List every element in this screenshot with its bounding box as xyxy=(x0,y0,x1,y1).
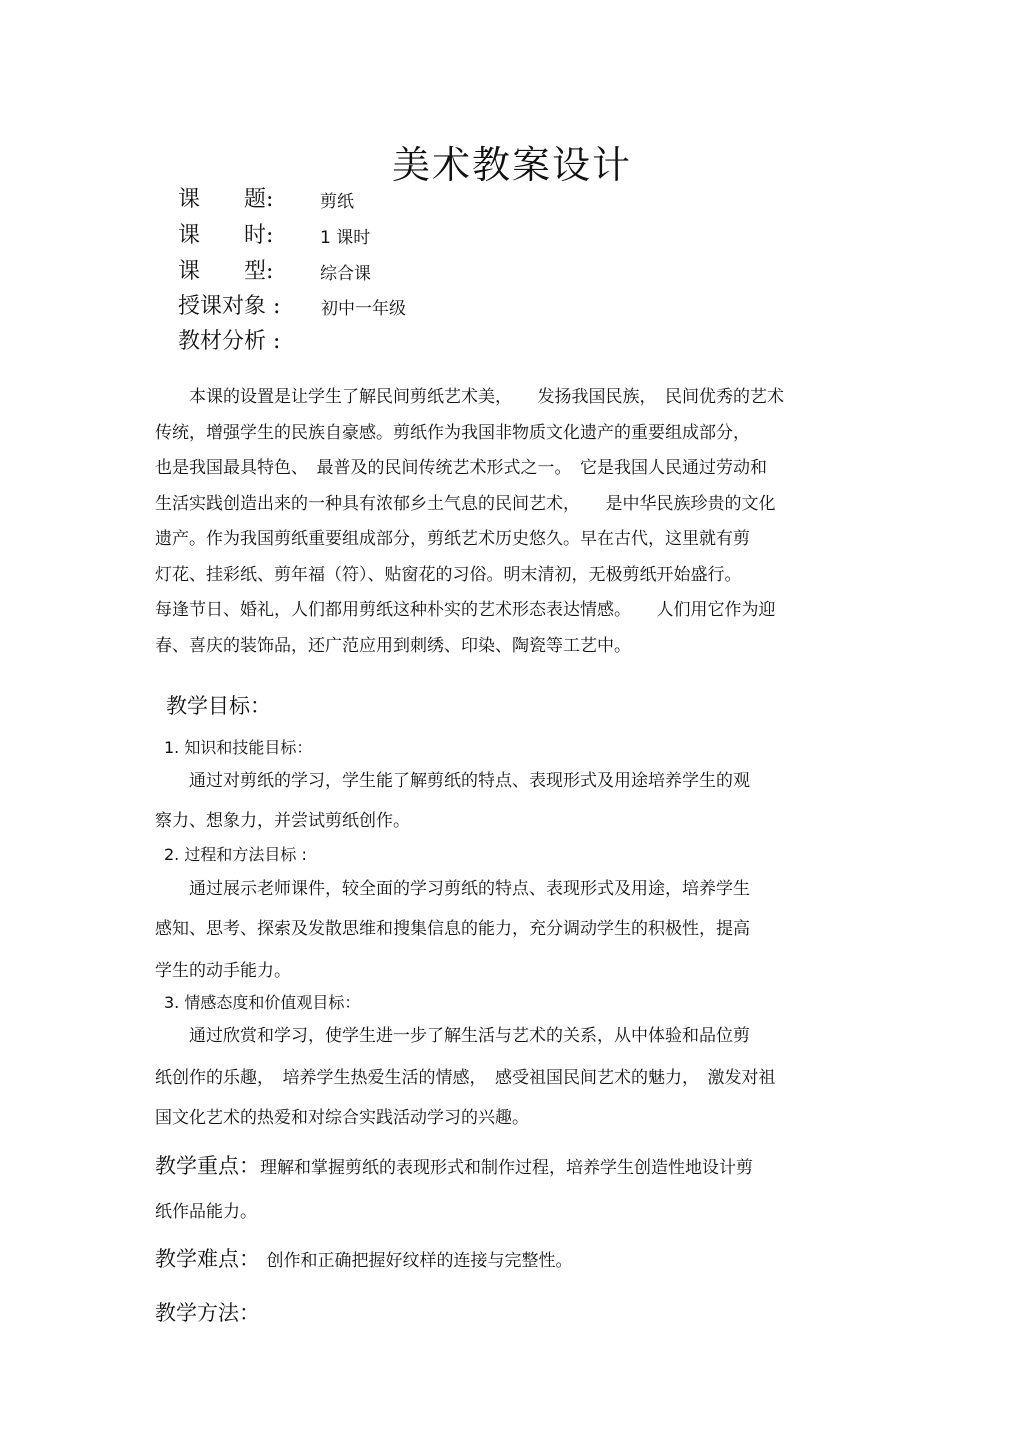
meta-label: 课 型: xyxy=(178,259,274,284)
meta-value: 剪纸 xyxy=(320,192,354,212)
objective-line: 通过展示老师课件，较全面的学习剪纸的特点、表现形式及用途，培养学生 xyxy=(155,879,750,899)
paragraph-line: 遗产。作为我国剪纸重要组成部分，剪纸艺术历史悠久。早在古代，这里就有剪 xyxy=(155,529,750,549)
paragraph-line: 生活实践创造出来的一种具有浓郁乡土气息的民间艺术， 是中华民族珍贵的文化 xyxy=(155,493,776,514)
objective-label: 2. 过程和方法目标 : xyxy=(164,845,307,864)
meta-value: 综合课 xyxy=(320,264,371,284)
objective-line: 通过欣赏和学习，使学生进一步了解生活与艺术的关系，从中体验和品位剪 xyxy=(155,1026,750,1046)
objective-line: 通过对剪纸的学习，学生能了解剪纸的特点、表现形式及用途培养学生的观 xyxy=(155,771,750,791)
paragraph-line: 灯花、挂彩纸、剪年福（符）、贴窗花的习俗。明末清初，无极剪纸开始盛行。 xyxy=(155,564,742,585)
meta-value: 初中一年级 xyxy=(321,299,406,319)
meta-label: 教材分析 : xyxy=(178,329,281,354)
paragraph-line: 也是我国最具特色、 最普及的民间传统艺术形式之一。 它是我国人民通过劳动和 xyxy=(155,458,767,478)
difficulty-text: 创作和正确把握好纹样的连接与完整性。 xyxy=(249,1251,573,1271)
key-point-line xyxy=(155,1150,753,1180)
paragraph-line: 春、喜庆的装饰品，还广范应用到刺绣、印染、陶瓷等工艺中。 xyxy=(155,635,631,656)
difficulty-heading: 教学难点： xyxy=(155,1247,250,1271)
meta-value: 1 课时 xyxy=(320,228,371,248)
method-heading: 教学方法： xyxy=(155,1301,260,1325)
objective-line: 纸创作的乐趣， 培养学生热爱生活的情感， 感受祖国民间艺术的魅力， 激发对祖 xyxy=(155,1068,776,1088)
objectives-heading: 教学目标： xyxy=(166,694,271,718)
objective-line: 察力、想象力，并尝试剪纸创作。 xyxy=(155,811,410,831)
meta-label: 授课对象 : xyxy=(178,294,281,319)
meta-label: 课 题: xyxy=(178,187,274,212)
objective-line: 感知、思考、探索及发散思维和搜集信息的能力，充分调动学生的积极性，提高 xyxy=(155,919,750,939)
objective-line: 国文化艺术的热爱和对综合实践活动学习的兴趣。 xyxy=(155,1108,529,1128)
meta-label: 课 时: xyxy=(178,223,274,248)
key-point-text: 理解和掌握剪纸的表现形式和制作过程，培养学生创造性地设计剪 xyxy=(260,1158,753,1178)
difficulty-line xyxy=(155,1243,573,1273)
paragraph-line: 本课的设置是让学生了解民间剪纸艺术美， 发扬我国民族， 民间优秀的艺术 xyxy=(155,387,784,407)
key-point-heading: 教学重点： xyxy=(155,1154,260,1178)
analysis-paragraph xyxy=(155,380,865,664)
paragraph-line: 传统，增强学生的民族自豪感。剪纸作为我国非物质文化遗产的重要组成部分， xyxy=(155,422,750,443)
paragraph-line: 每逢节日、婚礼，人们都用剪纸这种朴实的艺术形态表达情感。 人们用它作为迎 xyxy=(155,600,776,620)
page-title: 美术教案设计 xyxy=(391,143,632,187)
objective-line: 学生的动手能力。 xyxy=(155,961,291,981)
objective-label: 3. 情感态度和价值观目标： xyxy=(164,993,361,1012)
objective-label: 1. 知识和技能目标： xyxy=(164,738,313,757)
key-point-line: 纸作品能力。 xyxy=(155,1202,257,1222)
